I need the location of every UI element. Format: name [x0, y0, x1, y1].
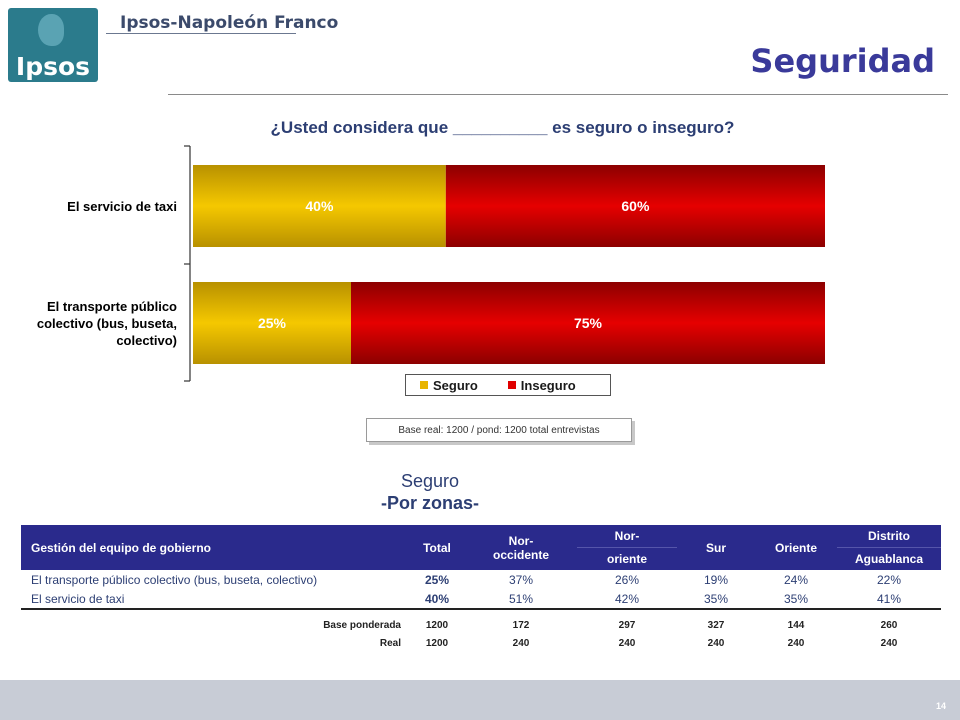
base-note: Base real: 1200 / pond: 1200 total entrevistas — [366, 418, 632, 442]
base-cell: 260 — [880, 619, 898, 631]
row-label: El servicio de taxi — [21, 589, 409, 609]
base-row — [21, 616, 941, 634]
data-label: 60% — [621, 198, 650, 214]
base-row — [21, 634, 941, 652]
data-label: 40% — [305, 198, 334, 214]
cell-total: 25% — [424, 572, 450, 587]
row-label: El transporte público colectivo (bus, buseta, colectivo) — [31, 572, 318, 587]
category-label: El transporte público — [46, 299, 177, 314]
legend-item-seguro — [420, 378, 478, 393]
table-spacer — [21, 609, 941, 616]
header-distrito-2: Aguablanca — [837, 548, 941, 571]
logo-head-icon — [38, 14, 64, 46]
page-title: Seguridad — [750, 42, 935, 80]
base-cell: 240 — [512, 637, 530, 649]
footer-bar — [0, 680, 960, 720]
page-number: 14 — [935, 701, 946, 711]
zones-table — [21, 525, 941, 652]
legend-item-inseguro — [508, 378, 576, 393]
legend-label-seguro: Seguro — [433, 377, 478, 393]
brand-underline — [106, 33, 296, 34]
header-nor-occidente: Nor- occidente — [465, 525, 577, 570]
table-row — [21, 589, 941, 609]
base-cell: 240 — [787, 637, 805, 649]
base-cell: 144 — [787, 619, 805, 631]
header-nor-oriente-2: oriente — [577, 548, 677, 571]
legend-swatch-seguro — [420, 381, 428, 389]
base-row-label: Base ponderada — [323, 619, 401, 631]
header-nor-oriente-1: Nor- — [577, 525, 677, 548]
base-row-label: Real — [379, 637, 401, 649]
base-cell: 327 — [707, 619, 725, 631]
header-sur: Sur — [677, 525, 755, 570]
base-cell: 240 — [707, 637, 725, 649]
header-distrito-1: Distrito — [837, 525, 941, 548]
category-label: colectivo (bus, buseta, — [36, 316, 177, 331]
cell-nor-oriente: 26% — [614, 572, 640, 587]
category-label: colectivo) — [116, 333, 177, 348]
data-label: 25% — [257, 315, 287, 331]
legend-swatch-inseguro — [508, 381, 516, 389]
base-cell: 240 — [880, 637, 898, 649]
base-cell: 1200 — [425, 637, 449, 649]
legend-label-inseguro: Inseguro — [520, 377, 576, 393]
chart-legend — [405, 374, 611, 396]
header-gestion: Gestión del equipo de gobierno — [21, 525, 409, 570]
cell-nor-occidente: 37% — [508, 572, 534, 587]
base-cell: 172 — [512, 619, 530, 631]
cell-nor-oriente: 42% — [577, 589, 677, 609]
section-title — [300, 470, 560, 514]
ipsos-logo — [8, 8, 98, 82]
logo-text: Ipsos — [15, 52, 91, 81]
header-oriente: Oriente — [755, 525, 837, 570]
survey-question: ¿Usted considera que __________ es seguro o inseguro? — [270, 118, 735, 137]
category-label: El servicio de taxi — [67, 199, 177, 214]
cell-distrito: 22% — [876, 572, 902, 587]
cell-oriente: 35% — [755, 589, 837, 609]
section-title-main: Seguro — [400, 471, 460, 491]
section-subtitle: -Por zonas- — [380, 493, 479, 513]
cell-distrito: 41% — [837, 589, 941, 609]
cell-total: 40% — [409, 589, 465, 609]
stacked-bar-chart — [0, 140, 960, 385]
data-label: 75% — [573, 315, 603, 331]
table-header-row-1 — [21, 525, 941, 548]
title-divider — [168, 94, 948, 95]
base-cell: 297 — [618, 619, 636, 631]
header-total: Total — [409, 525, 465, 570]
base-cell: 240 — [618, 637, 636, 649]
spacer-cell — [21, 609, 941, 616]
cell-sur: 35% — [677, 589, 755, 609]
table-row — [21, 570, 941, 589]
base-cell: 1200 — [425, 619, 449, 631]
cell-oriente: 24% — [783, 572, 809, 587]
brand-name: Ipsos-Napoleón Franco — [120, 13, 339, 33]
cell-sur: 19% — [703, 572, 729, 587]
cell-nor-occidente: 51% — [465, 589, 577, 609]
